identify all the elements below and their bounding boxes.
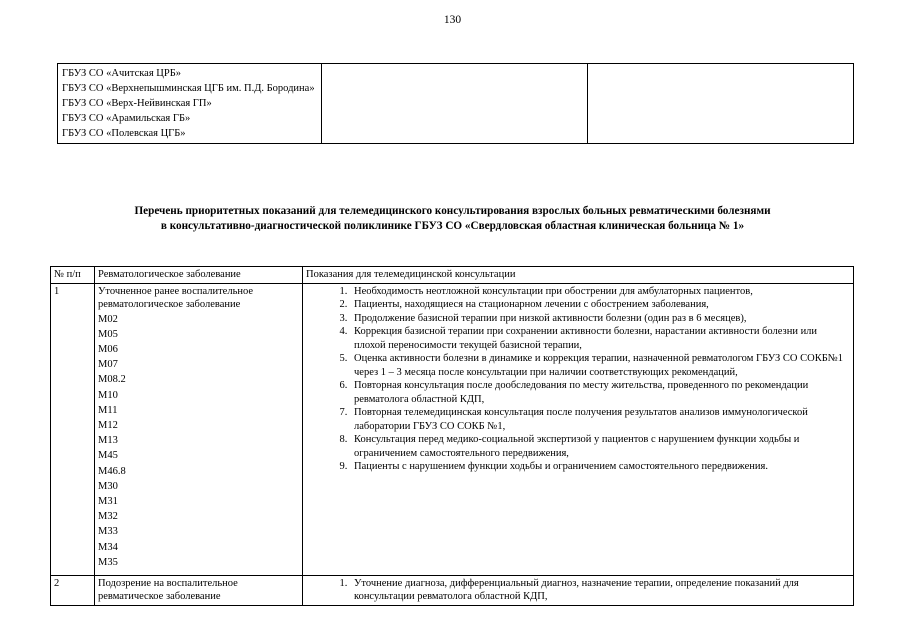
icd-code: M45: [98, 450, 118, 462]
header-num: № п/п: [51, 267, 95, 284]
indications-cell: [303, 283, 854, 575]
table-row: [51, 283, 854, 575]
header-disease: Ревматологическое заболевание: [95, 267, 303, 284]
indications-list: [306, 285, 850, 474]
icd-code: M11: [98, 404, 118, 416]
disease-cell: [95, 283, 303, 575]
icd-code: M02: [98, 313, 118, 325]
icd-code: M34: [98, 541, 118, 553]
institution-item: ГБУЗ СО «Верх-Нейвинская ГП»: [62, 98, 212, 109]
empty-cell: [588, 64, 854, 144]
indication-item: 1. Необходимость неотложной консультации при обострении для амбулаторных пациентов,: [350, 285, 850, 299]
heading-line-2: в консультативно-диагностической поликлинике ГБУЗ СО «Свердловская областная клиническая больница № 1»: [160, 219, 745, 232]
indication-item: 4. Коррекция базисной терапии при сохранении активности болезни, нарастании активности болезни или плохой переносимости текущей базисной терапии,: [350, 325, 850, 352]
icd-code: M05: [98, 328, 118, 340]
icd-code: M31: [98, 495, 118, 507]
row-number: 2: [51, 575, 95, 605]
institution-item: ГБУЗ СО «Полевская ЦГБ»: [62, 128, 186, 139]
indications-cell: [303, 575, 854, 605]
header-indications: Показания для телемедицинской консультации: [303, 267, 854, 284]
institution-item: ГБУЗ СО «Ачитская ЦРБ»: [62, 68, 181, 79]
indication-item: 2. Пациенты, находящиеся на стационарном лечении с обострением заболевания,: [350, 298, 850, 312]
indication-item: 1. Уточнение диагноза, дифференциальный диагноз, назначение терапии, определение показаний для консультации ревматолога областной КДП,: [350, 577, 850, 604]
section-heading: [40, 204, 865, 233]
icd-code: M33: [98, 526, 118, 538]
icd-code-list: [98, 312, 299, 570]
institutions-table: [57, 63, 854, 144]
icd-code: M06: [98, 343, 118, 355]
page-number: 130: [443, 14, 462, 26]
institution-item: ГБУЗ СО «Арамильская ГБ»: [62, 113, 191, 124]
indication-item: 5. Оценка активности болезни в динамике и коррекция терапии, назначенной ревматологом ГБУЗ СО СОКБ№1 через 1 – 3 месяца после консультации при наличии соответствующих рекомендаций,: [350, 352, 850, 379]
icd-code: M32: [98, 511, 118, 523]
empty-cell: [322, 64, 588, 144]
table-row: [58, 64, 854, 144]
disease-name: Уточненное ранее воспалительное ревматологическое заболевание: [98, 285, 254, 310]
icd-code: M07: [98, 359, 118, 371]
row-number: 1: [51, 283, 95, 575]
heading-line-1: Перечень приоритетных показаний для телемедицинского консультирования взрослых больных ревматическими болезнями: [134, 205, 771, 217]
table-row: [51, 575, 854, 605]
icd-code: M35: [98, 556, 118, 568]
indications-table: [50, 266, 854, 606]
indication-item: 3. Продолжение базисной терапии при низкой активности болезни (один раз в 6 месяцев),: [350, 312, 850, 326]
disease-name: Подозрение на воспалительное ревматическое заболевание: [98, 577, 238, 602]
indications-list: [306, 577, 850, 604]
indication-item: 8. Консультация перед медико-социальной экспертизой у пациентов с нарушением функции ходьбы и ограничением самостоятельного передвижения,: [350, 433, 850, 460]
icd-code: M10: [98, 389, 118, 401]
indication-item: 6. Повторная консультация после дообследования по месту жительства, проведенного по рекомендации ревматолога областной КДП,: [350, 379, 850, 406]
icd-code: M13: [98, 435, 118, 447]
institution-item: ГБУЗ СО «Верхнепышминская ЦГБ им. П.Д. Бородина»: [62, 83, 315, 94]
indication-item: 7. Повторная телемедицинская консультация после получения результатов анализов иммунологической лаборатории ГБУЗ СО СОКБ №1,: [350, 406, 850, 433]
header-row: [51, 267, 854, 284]
institutions-cell: [58, 64, 322, 144]
icd-code: M12: [98, 419, 118, 431]
icd-code: M08.2: [98, 374, 126, 386]
icd-code: M30: [98, 480, 118, 492]
disease-cell: [95, 575, 303, 605]
indication-item: 9. Пациенты с нарушением функции ходьбы и ограничением самостоятельного передвижения.: [350, 460, 850, 474]
icd-code: M46.8: [98, 465, 126, 477]
